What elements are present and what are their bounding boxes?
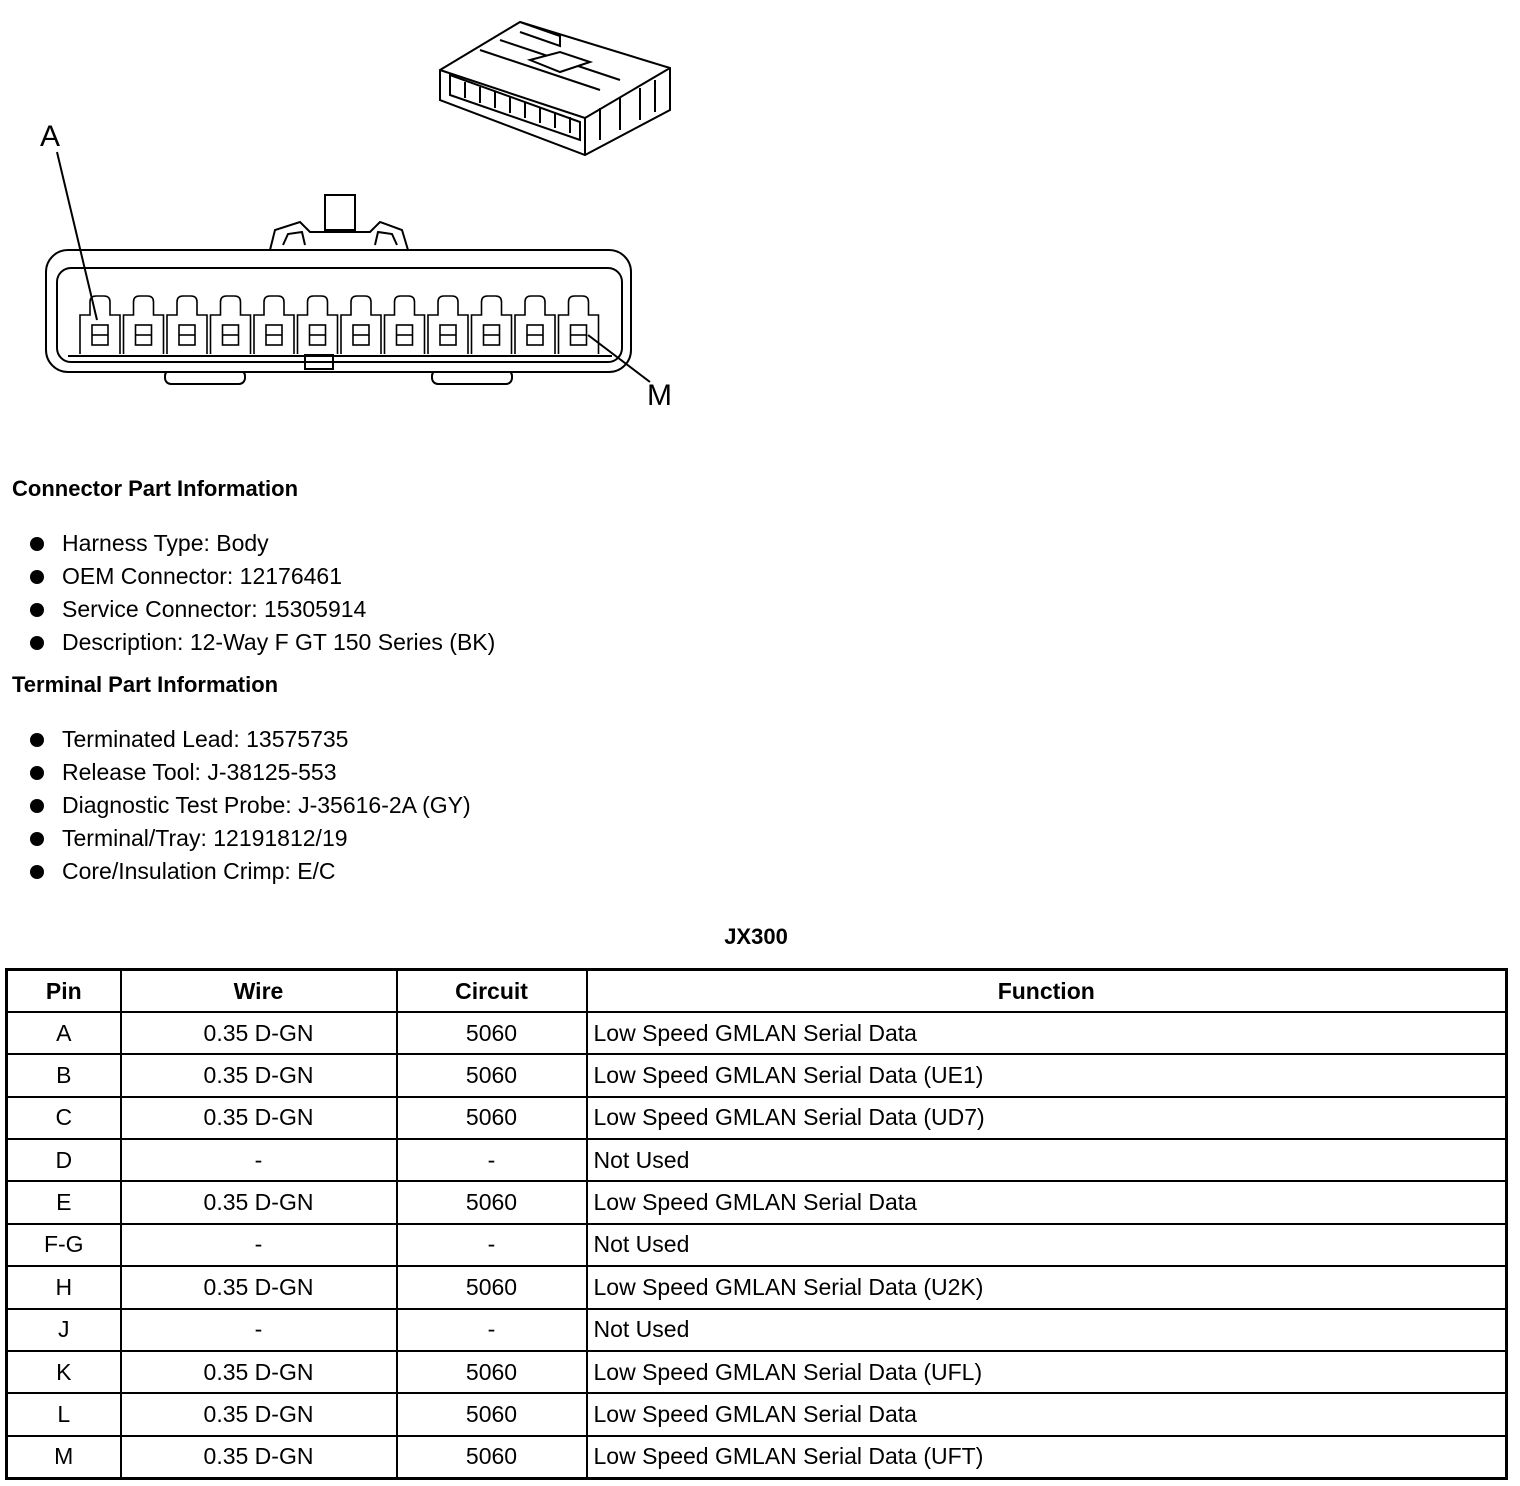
function-cell: Not Used: [587, 1309, 1507, 1351]
function-cell: Not Used: [587, 1139, 1507, 1181]
table-header-row: [7, 970, 1507, 1013]
pin-cell: H: [7, 1266, 121, 1308]
wire-cell: 0.35 D-GN: [121, 1097, 397, 1139]
column-header-circuit: Circuit: [397, 970, 587, 1013]
circuit-cell: -: [397, 1309, 587, 1351]
wire-cell: -: [121, 1224, 397, 1266]
pin-cell: B: [7, 1054, 121, 1096]
table-row: [7, 1351, 1507, 1393]
pin-cell: D: [7, 1139, 121, 1181]
circuit-cell: 5060: [397, 1181, 587, 1223]
list-item: [28, 723, 471, 756]
wire-cell: -: [121, 1139, 397, 1181]
function-cell: Low Speed GMLAN Serial Data (UFT): [587, 1436, 1507, 1479]
table-caption: JX300: [724, 924, 788, 949]
pin-cell: M: [7, 1436, 121, 1479]
connector-front-view: [46, 195, 631, 384]
table-row: [7, 1393, 1507, 1435]
circuit-cell: 5060: [397, 1097, 587, 1139]
list-item-text: Diagnostic Test Probe: J-35616-2A (GY): [62, 792, 471, 818]
column-header-function: Function: [587, 970, 1507, 1013]
bullet-icon: [30, 603, 44, 617]
table-row: [7, 1266, 1507, 1308]
bullet-icon: [30, 766, 44, 780]
list-item-text: Terminal/Tray: 12191812/19: [62, 825, 348, 851]
function-cell: Low Speed GMLAN Serial Data (UE1): [587, 1054, 1507, 1096]
circuit-cell: 5060: [397, 1054, 587, 1096]
connector-info-heading: Connector Part Information: [12, 476, 299, 501]
bullet-icon: [30, 832, 44, 846]
list-item-text: Terminated Lead: 13575735: [62, 726, 349, 752]
wire-cell: 0.35 D-GN: [121, 1012, 397, 1054]
table-row: [7, 1309, 1507, 1351]
list-item-text: Service Connector: 15305914: [62, 596, 367, 622]
wire-cell: 0.35 D-GN: [121, 1181, 397, 1223]
table-row: [7, 1436, 1507, 1479]
wire-cell: 0.35 D-GN: [121, 1054, 397, 1096]
table-row: [7, 1139, 1507, 1181]
connector-figure: [0, 0, 700, 430]
bullet-icon: [30, 570, 44, 584]
terminal-info-heading: Terminal Part Information: [12, 672, 279, 697]
wire-cell: 0.35 D-GN: [121, 1393, 397, 1435]
pin-cell: E: [7, 1181, 121, 1223]
list-item-text: Release Tool: J-38125-553: [62, 759, 337, 785]
wire-cell: -: [121, 1309, 397, 1351]
bullet-icon: [30, 865, 44, 879]
connector-info-list: [28, 527, 495, 659]
list-item-text: Description: 12-Way F GT 150 Series (BK): [62, 629, 496, 655]
circuit-cell: 5060: [397, 1393, 587, 1435]
list-item: [28, 756, 471, 789]
wire-cell: 0.35 D-GN: [121, 1351, 397, 1393]
terminal-info-list: [28, 723, 471, 888]
list-item-text: Core/Insulation Crimp: E/C: [62, 858, 336, 884]
circuit-cell: -: [397, 1139, 587, 1181]
bullet-icon: [30, 799, 44, 813]
circuit-cell: 5060: [397, 1266, 587, 1308]
circuit-cell: 5060: [397, 1012, 587, 1054]
function-cell: Low Speed GMLAN Serial Data: [587, 1012, 1507, 1054]
list-item-text: Harness Type: Body: [62, 530, 269, 556]
function-cell: Low Speed GMLAN Serial Data (U2K): [587, 1266, 1507, 1308]
list-item-text: OEM Connector: 12176461: [62, 563, 343, 589]
wire-cell: 0.35 D-GN: [121, 1436, 397, 1479]
list-item: [28, 822, 471, 855]
circuit-cell: 5060: [397, 1436, 587, 1479]
table-row: [7, 1224, 1507, 1266]
function-cell: Low Speed GMLAN Serial Data (UFL): [587, 1351, 1507, 1393]
list-item: [28, 626, 495, 659]
list-item: [28, 560, 495, 593]
list-item: [28, 789, 471, 822]
list-item: [28, 593, 495, 626]
callout-label-m: M: [647, 379, 672, 412]
pin-cell: L: [7, 1393, 121, 1435]
pin-cell: A: [7, 1012, 121, 1054]
bullet-icon: [30, 537, 44, 551]
circuit-cell: -: [397, 1224, 587, 1266]
list-item: [28, 527, 495, 560]
pinout-table: [5, 968, 1508, 1480]
function-cell: Low Speed GMLAN Serial Data (UD7): [587, 1097, 1507, 1139]
circuit-cell: 5060: [397, 1351, 587, 1393]
bullet-icon: [30, 636, 44, 650]
table-row: [7, 1097, 1507, 1139]
column-header-wire: Wire: [121, 970, 397, 1013]
function-cell: Low Speed GMLAN Serial Data: [587, 1393, 1507, 1435]
pin-cell: K: [7, 1351, 121, 1393]
connector-iso-view: [440, 22, 670, 155]
bullet-icon: [30, 733, 44, 747]
table-row: [7, 1054, 1507, 1096]
table-row: [7, 1012, 1507, 1054]
pin-cell: J: [7, 1309, 121, 1351]
callout-label-a: A: [40, 120, 61, 153]
function-cell: Low Speed GMLAN Serial Data: [587, 1181, 1507, 1223]
column-header-pin: Pin: [7, 970, 121, 1013]
list-item: [28, 855, 471, 888]
pin-cell: F-G: [7, 1224, 121, 1266]
function-cell: Not Used: [587, 1224, 1507, 1266]
wire-cell: 0.35 D-GN: [121, 1266, 397, 1308]
pin-cell: C: [7, 1097, 121, 1139]
table-row: [7, 1181, 1507, 1223]
